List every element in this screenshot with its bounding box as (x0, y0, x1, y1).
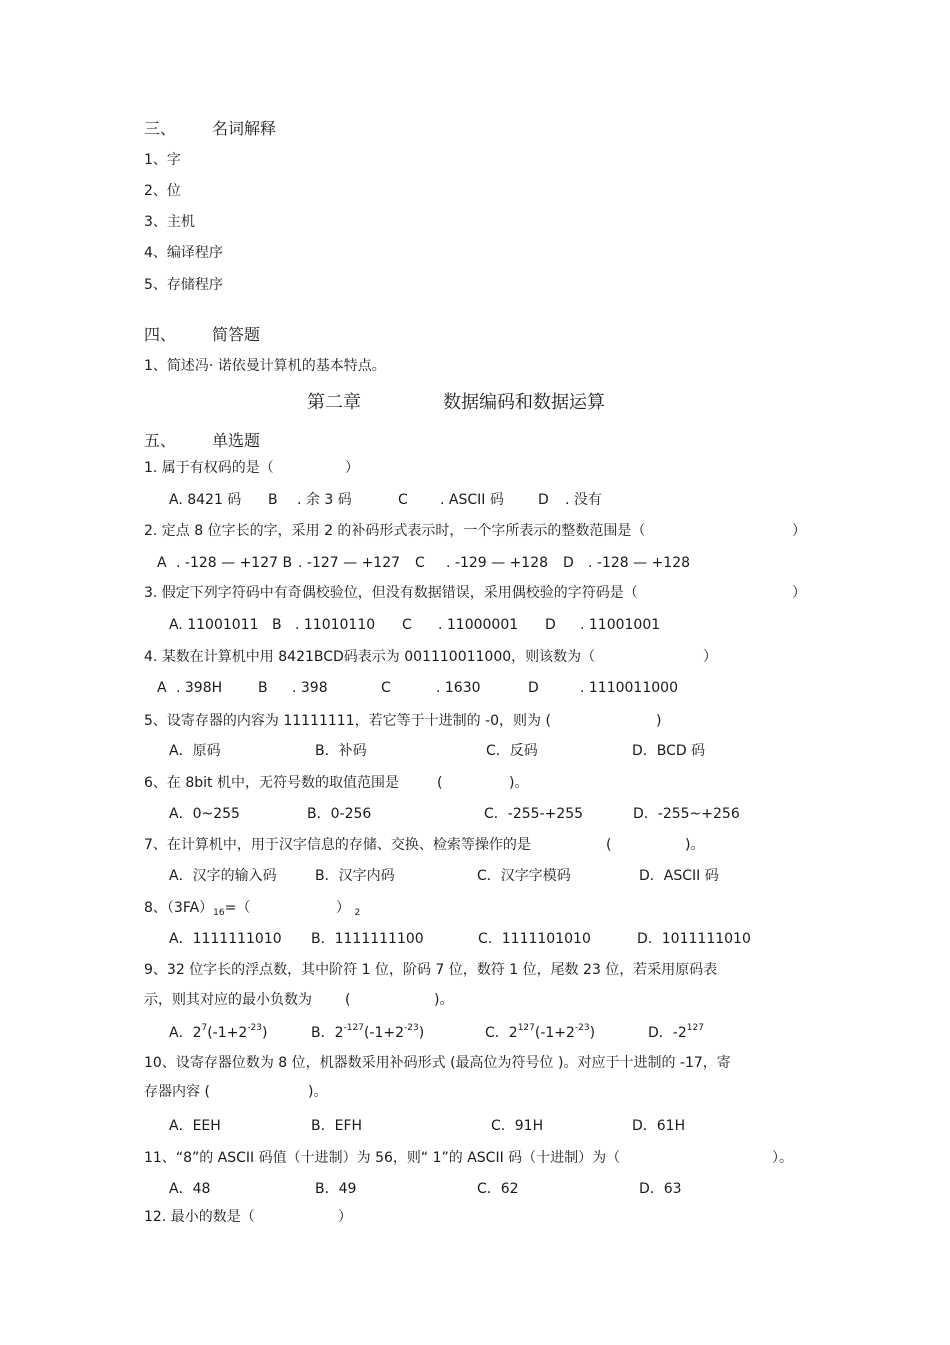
question-3-option: A. 11001011 (169, 617, 259, 633)
question-5-option: A．原码 (169, 743, 221, 759)
question-11-option: D．63 (639, 1181, 682, 1197)
question-9-option-a (169, 1024, 267, 1042)
option-text: D．-2 (648, 1025, 687, 1041)
question-8-base2: 2 (354, 908, 361, 918)
option-text: (-1+2 (534, 1025, 575, 1041)
term-item: 5、存储程序 (144, 277, 223, 293)
section-5-title: 单选题 (212, 431, 261, 450)
question-2-option: . -128 — +127 B (176, 555, 293, 571)
question-1-stem: 1. 属于有权码的是（ (144, 460, 274, 476)
question-10-option: D．61H (632, 1118, 686, 1134)
question-6-option: B．0-256 (307, 806, 372, 822)
term-item: 1、字 (144, 152, 181, 168)
question-5-option: D．BCD 码 (632, 743, 706, 759)
section-5-number: 五、 (144, 431, 177, 450)
exponent: 127 (686, 1023, 704, 1033)
question-2-option: D (563, 555, 574, 571)
question-2-option: . -127 — +127 (298, 555, 401, 571)
question-11-option: C．62 (477, 1181, 519, 1197)
question-7-option: A．汉字的输入码 (169, 868, 277, 884)
question-4-option: C (381, 680, 391, 696)
question-8-prefix: 8、（3FA） (144, 900, 214, 916)
section-4-number: 四、 (144, 325, 177, 344)
question-1-option: C (398, 492, 408, 508)
question-1-option: D (538, 492, 549, 508)
question-3-option: . 11000001 (438, 617, 519, 633)
question-8-base16: 16 (213, 908, 225, 918)
question-10-close: )。 (308, 1084, 328, 1100)
exponent: -127 (343, 1023, 364, 1033)
question-5-stem: 5、设寄存器的内容为 11111111，若它等于十进制的 -0，则为 ( (144, 713, 551, 729)
question-1-option: . 没有 (565, 492, 602, 508)
question-4-option: A (157, 680, 167, 696)
question-12-close: ） (338, 1209, 352, 1225)
question-4-stem: 4. 某数在计算机中用 8421BCD码表示为 001110011000，则该数为（ (144, 649, 596, 665)
option-text: B．2 (311, 1025, 344, 1041)
question-9-option-b (311, 1024, 424, 1042)
term-item: 3、主机 (144, 214, 195, 230)
question-5-close: ) (656, 713, 662, 729)
question-9-open: ( (345, 992, 351, 1008)
question-8-eq: =（ (224, 900, 251, 916)
chapter-title: 数据编码和数据运算 (443, 392, 605, 413)
question-1-option: . 余 3 码 (297, 492, 352, 508)
term-item: 2、位 (144, 183, 181, 199)
question-10-option: A．EEH (169, 1118, 221, 1134)
question-4-close: ） (703, 649, 717, 665)
question-8-close (336, 899, 360, 917)
question-9-close: )。 (434, 992, 454, 1008)
question-6-option: A．0~255 (169, 806, 240, 822)
question-1-close: ） (345, 460, 359, 476)
question-2-option: . -128 — +128 (588, 555, 691, 571)
term-item: 4、编译程序 (144, 245, 223, 261)
question-6-option: C．-255-+255 (484, 806, 584, 822)
option-text: ) (418, 1025, 425, 1041)
question-2-stem: 2. 定点 8 位字长的字，采用 2 的补码形式表示时，一个字所表示的整数范围是（ (144, 523, 646, 539)
option-text: A．2 (169, 1025, 202, 1041)
question-6-option: D．-255~+256 (633, 806, 740, 822)
question-7-option: B．汉字内码 (315, 868, 395, 884)
question-9-line2: 示，则其对应的最小负数为 (144, 992, 312, 1008)
question-9-option-d (648, 1024, 704, 1042)
question-11-stem: 11、“8”的 ASCII 码值（十进制）为 56，则“ 1”的 ASCII 码（十进制）为（ (144, 1150, 621, 1166)
question-4-option: . 1110011000 (580, 680, 678, 696)
exponent: 7 (201, 1023, 208, 1033)
question-7-close: )。 (685, 837, 705, 853)
question-7-open: ( (606, 837, 612, 853)
question-10-line2: 存器内容 ( (144, 1084, 210, 1100)
question-8-option: A．1111111010 (169, 931, 282, 947)
question-10-option: C．91H (491, 1118, 544, 1134)
question-5-option: B．补码 (315, 743, 367, 759)
question-3-stem: 3. 假定下列字符码中有奇偶校验位，但没有数据错误，采用偶校验的字符码是（ (144, 585, 638, 601)
question-4-option: . 1630 (436, 680, 481, 696)
question-3-option: C (402, 617, 412, 633)
exponent: -23 (247, 1023, 262, 1033)
question-3-option: B (272, 617, 282, 633)
question-11-option: A．48 (169, 1181, 211, 1197)
exponent: -23 (574, 1023, 590, 1033)
question-6-close: )。 (509, 775, 529, 791)
question-2-option: . -129 — +128 (446, 555, 549, 571)
question-3-option: D (545, 617, 556, 633)
question-8-close-paren: ） (336, 900, 350, 916)
question-5-option: C．反码 (486, 743, 538, 759)
question-4-option: . 398 (292, 680, 328, 696)
question-8-option: B．1111111100 (311, 931, 424, 947)
question-8-option: C．1111101010 (478, 931, 591, 947)
question-2-close: ） (792, 523, 806, 539)
option-text: (-1+2 (207, 1025, 248, 1041)
question-3-option: . 11010110 (295, 617, 376, 633)
question-2-option: A (157, 555, 167, 571)
section-3-title: 名词解释 (212, 119, 277, 138)
question-7-stem: 7、在计算机中，用于汉字信息的存储、交换、检索等操作的是 (144, 837, 531, 853)
question-3-option: . 11001001 (580, 617, 661, 633)
question-7-option: C．汉字字模码 (477, 868, 571, 884)
question-2-option: C (415, 555, 425, 571)
section-3-number: 三、 (144, 119, 177, 138)
question-1-option: A. 8421 码 (169, 492, 242, 508)
question-10-option: B．EFH (311, 1118, 363, 1134)
option-text: (-1+2 (363, 1025, 405, 1041)
chapter-label: 第二章 (307, 392, 361, 413)
question-11-close: ）。 (772, 1150, 793, 1166)
option-text: ) (589, 1025, 596, 1041)
question-10-line1: 10、设寄存器位数为 8 位，机器数采用补码形式 (最高位为符号位 )。对应于十进制的 -17，寄 (144, 1055, 731, 1071)
question-8-option: D．1011111010 (637, 931, 751, 947)
question-12-stem: 12. 最小的数是（ (144, 1209, 255, 1225)
question-1-option: B (268, 492, 278, 508)
exponent: -23 (404, 1023, 419, 1033)
option-text: C．2 (485, 1025, 518, 1041)
option-text: ) (261, 1025, 268, 1041)
section-4-title: 简答题 (212, 325, 261, 344)
question-6-stem: 6、在 8bit 机中，无符号数的取值范围是 (144, 775, 399, 791)
question-9-option-c (485, 1024, 595, 1042)
question-4-option: . 398H (176, 680, 223, 696)
question-9-line1: 9、32 位字长的浮点数，其中阶符 1 位，阶码 7 位，数符 1 位，尾数 23 位，若采用原码表 (144, 962, 718, 978)
question-7-option: D．ASCII 码 (639, 868, 719, 884)
question-6-open: ( (437, 775, 443, 791)
question-4-option: B (258, 680, 268, 696)
short-answer-item: 1、简述冯· 诺依曼计算机的基本特点。 (144, 358, 386, 374)
question-4-option: D (528, 680, 539, 696)
exponent: 127 (517, 1023, 535, 1033)
question-1-option: . ASCII 码 (440, 492, 504, 508)
question-8-stem (144, 899, 250, 917)
question-3-close: ） (792, 585, 806, 601)
question-11-option: B．49 (315, 1181, 357, 1197)
